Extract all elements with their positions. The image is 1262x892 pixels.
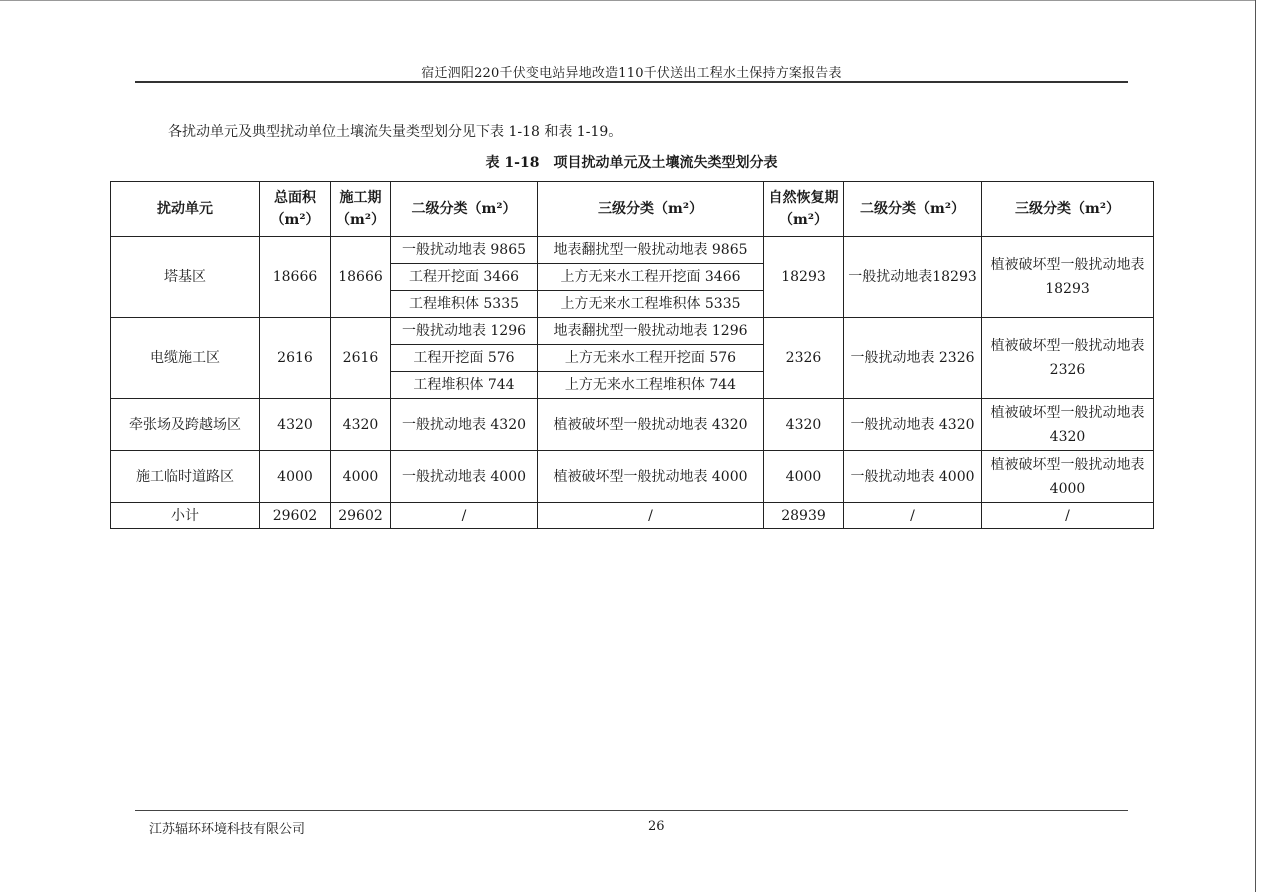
table-header-row — [111, 182, 1154, 237]
cell-secondary: 一般扰动地表 1296 — [391, 318, 538, 345]
cell-secondary-2: 一般扰动地表 4000 — [844, 451, 982, 503]
document-header-title: 宿迁泗阳220千伏变电站异地改造110千伏送出工程水土保持方案报告表 — [421, 66, 842, 81]
cell-area: 4000 — [260, 451, 331, 503]
cell-tertiary: 上方无来水工程堆积体 5335 — [538, 291, 764, 318]
cell-unit: 施工临时道路区 — [111, 451, 260, 503]
cell-secondary: 工程开挖面 3466 — [391, 264, 538, 291]
cell-secondary-2: / — [844, 503, 982, 529]
cell-tertiary-2: 植被破坏型一般扰动地表 2326 — [982, 318, 1154, 399]
cell-secondary: 一般扰动地表 4000 — [391, 451, 538, 503]
page-border-right — [1255, 0, 1256, 892]
cell-recovery: 4000 — [764, 451, 844, 503]
cell-period: 18666 — [331, 237, 391, 318]
cell-tertiary-2: 植被破坏型一般扰动地表 4320 — [982, 399, 1154, 451]
cell-tertiary-2: / — [982, 503, 1154, 529]
cell-secondary: 工程堆积体 5335 — [391, 291, 538, 318]
header-secondary-class: 二级分类（m²） — [391, 182, 538, 237]
cell-secondary: 一般扰动地表 9865 — [391, 237, 538, 264]
intro-paragraph: 各扰动单元及典型扰动单位土壤流失量类型划分见下表 1-18 和表 1-19。 — [168, 124, 623, 140]
table-row — [111, 237, 1154, 264]
cell-secondary: 工程堆积体 744 — [391, 372, 538, 399]
header-natural-recovery: 自然恢复期（m²） — [764, 182, 844, 237]
cell-recovery: 18293 — [764, 237, 844, 318]
cell-tertiary: 地表翻扰型一般扰动地表 9865 — [538, 237, 764, 264]
cell-tertiary: 上方无来水工程堆积体 744 — [538, 372, 764, 399]
cell-secondary-2: 一般扰动地表 4320 — [844, 399, 982, 451]
header-tertiary-class-2: 三级分类（m²） — [982, 182, 1154, 237]
header-construction-period: 施工期（m²） — [331, 182, 391, 237]
cell-secondary-2: 一般扰动地表18293 — [844, 237, 982, 318]
cell-tertiary: / — [538, 503, 764, 529]
cell-secondary: / — [391, 503, 538, 529]
cell-tertiary: 地表翻扰型一般扰动地表 1296 — [538, 318, 764, 345]
cell-recovery: 4320 — [764, 399, 844, 451]
cell-recovery: 28939 — [764, 503, 844, 529]
page-number: 26 — [648, 819, 665, 834]
cell-unit: 小计 — [111, 503, 260, 529]
cell-secondary: 一般扰动地表 4320 — [391, 399, 538, 451]
cell-period: 29602 — [331, 503, 391, 529]
cell-tertiary: 植被破坏型一般扰动地表 4000 — [538, 451, 764, 503]
cell-period: 4000 — [331, 451, 391, 503]
header-secondary-class-2: 二级分类（m²） — [844, 182, 982, 237]
cell-period: 4320 — [331, 399, 391, 451]
cell-area: 4320 — [260, 399, 331, 451]
cell-tertiary: 上方无来水工程开挖面 576 — [538, 345, 764, 372]
cell-tertiary: 植被破坏型一般扰动地表 4320 — [538, 399, 764, 451]
cell-secondary-2: 一般扰动地表 2326 — [844, 318, 982, 399]
table-row — [111, 318, 1154, 345]
cell-unit: 电缆施工区 — [111, 318, 260, 399]
cell-recovery: 2326 — [764, 318, 844, 399]
header-area: 总面积（m²） — [260, 182, 331, 237]
table-caption: 表 1-18 项目扰动单元及土壤流失类型划分表 — [485, 155, 778, 171]
cell-area: 2616 — [260, 318, 331, 399]
table-row — [111, 451, 1154, 503]
cell-unit: 塔基区 — [111, 237, 260, 318]
cell-period: 2616 — [331, 318, 391, 399]
footer-rule — [135, 810, 1128, 811]
cell-secondary: 工程开挖面 576 — [391, 345, 538, 372]
table-row — [111, 399, 1154, 451]
page-border-top — [0, 0, 1256, 1]
cell-area: 29602 — [260, 503, 331, 529]
header-unit: 扰动单元 — [111, 182, 260, 237]
header-tertiary-class: 三级分类（m²） — [538, 182, 764, 237]
cell-unit: 牵张场及跨越场区 — [111, 399, 260, 451]
disturbance-unit-table — [110, 181, 1154, 529]
cell-tertiary-2: 植被破坏型一般扰动地表 4000 — [982, 451, 1154, 503]
cell-area: 18666 — [260, 237, 331, 318]
subtotal-row — [111, 503, 1154, 529]
footer-company-name: 江苏辐环环境科技有限公司 — [149, 822, 306, 837]
header-rule — [135, 81, 1128, 83]
cell-tertiary: 上方无来水工程开挖面 3466 — [538, 264, 764, 291]
cell-tertiary-2: 植被破坏型一般扰动地表 18293 — [982, 237, 1154, 318]
